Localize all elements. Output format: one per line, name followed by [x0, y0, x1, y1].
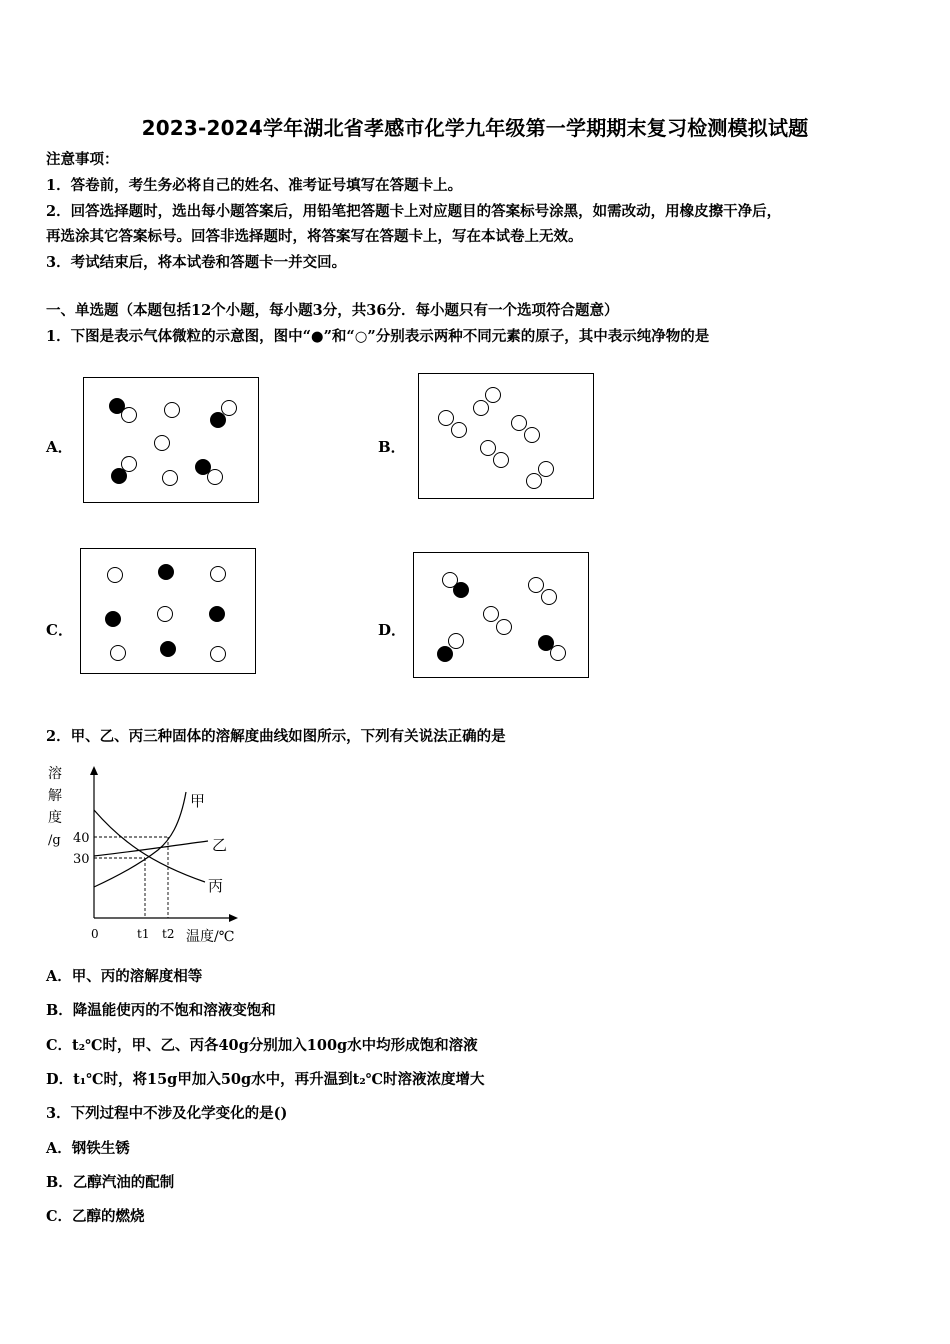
white-atom	[210, 566, 226, 582]
white-atom	[107, 567, 123, 583]
particle-diagram-b	[418, 373, 594, 499]
white-atom	[451, 422, 467, 438]
particle-diagram-d	[413, 552, 589, 678]
black-atom	[209, 606, 225, 622]
white-atom	[480, 440, 496, 456]
y-label-2: 解	[48, 788, 62, 804]
question-3-option-c: C．乙醇的燃烧	[46, 1208, 145, 1225]
white-atom	[164, 402, 180, 418]
section-heading: 一、单选题（本题包括12个小题，每小题3分，共36分．每小题只有一个选项符合题意）	[46, 302, 619, 319]
question-3-stem: 3．下列过程中不涉及化学变化的是()	[46, 1105, 288, 1122]
option-d-label: D．	[378, 621, 407, 639]
option-c-label: C．	[46, 621, 73, 639]
solubility-chart	[40, 760, 250, 950]
white-atom	[154, 435, 170, 451]
question-2-option-a: A．甲、丙的溶解度相等	[46, 968, 203, 985]
option-b-label: B．	[378, 438, 406, 456]
white-atom	[162, 470, 178, 486]
question-2-option-b: B．降温能使丙的不饱和溶液变饱和	[46, 1002, 276, 1019]
white-atom	[493, 452, 509, 468]
white-atom	[110, 645, 126, 661]
question-2-option-c: C．t₂℃时，甲、乙、丙各40g分别加入100g水中均形成饱和溶液	[46, 1037, 478, 1054]
white-atom	[511, 415, 527, 431]
y-label-4: /g	[48, 833, 61, 848]
notice-item: 再选涂其它答案标号。回答非选择题时，将答案写在答题卡上，写在本试卷上无效。	[46, 228, 583, 245]
white-atom	[210, 646, 226, 662]
white-atom	[207, 469, 223, 485]
white-atom	[448, 633, 464, 649]
y-tick-30: 30	[73, 852, 90, 867]
notice-heading: 注意事项：	[46, 151, 119, 168]
white-atom	[483, 606, 499, 622]
curve-label-jia: 甲	[190, 792, 206, 810]
notice-item: 3．考试结束后，将本试卷和答题卡一并交回。	[46, 254, 347, 271]
white-atom	[524, 427, 540, 443]
option-a-label: A．	[46, 438, 73, 456]
white-atom	[526, 473, 542, 489]
black-atom	[210, 412, 226, 428]
black-atom	[111, 468, 127, 484]
x-tick-t1: t1	[137, 927, 150, 941]
y-tick-40: 40	[73, 831, 90, 846]
white-atom	[538, 461, 554, 477]
y-axis-arrow	[90, 766, 98, 775]
white-atom	[438, 410, 454, 426]
curve-bing	[94, 810, 205, 882]
x-axis-arrow	[229, 914, 238, 922]
white-atom	[485, 387, 501, 403]
particle-diagram-c	[80, 548, 256, 674]
black-atom	[437, 646, 453, 662]
question-2-option-d: D．t₁℃时，将15g甲加入50g水中，再升温到t₂℃时溶液浓度增大	[46, 1071, 485, 1088]
origin-label: 0	[91, 927, 99, 941]
x-axis-label: 温度/℃	[186, 929, 235, 945]
page-title: 2023-2024学年湖北省孝感市化学九年级第一学期期末复习检测模拟试题	[141, 116, 809, 140]
white-atom	[528, 577, 544, 593]
question-3-option-a: A．钢铁生锈	[46, 1140, 130, 1157]
white-atom	[473, 400, 489, 416]
black-atom	[453, 582, 469, 598]
question-1-stem: 1．下图是表示气体微粒的示意图，图中“●”和“○”分别表示两种不同元素的原子，其中表示纯净物的是	[46, 328, 710, 345]
x-tick-t2: t2	[162, 927, 175, 941]
black-atom	[160, 641, 176, 657]
black-atom	[158, 564, 174, 580]
notice-item: 1．答卷前，考生务必将自己的姓名、准考证号填写在答题卡上。	[46, 177, 463, 194]
question-2-stem: 2．甲、乙、丙三种固体的溶解度曲线如图所示，下列有关说法正确的是	[46, 728, 506, 745]
y-label-3: 度	[48, 810, 62, 826]
y-label-1: 溶	[48, 766, 62, 782]
black-atom	[105, 611, 121, 627]
curve-jia	[94, 792, 186, 887]
curve-label-yi: 乙	[212, 836, 228, 854]
white-atom	[496, 619, 512, 635]
curve-label-bing: 丙	[208, 877, 224, 895]
white-atom	[157, 606, 173, 622]
question-3-option-b: B．乙醇汽油的配制	[46, 1174, 175, 1191]
white-atom	[121, 407, 137, 423]
white-atom	[541, 589, 557, 605]
notice-item: 2．回答选择题时，选出每小题答案后，用铅笔把答题卡上对应题目的答案标号涂黑，如需改动，用橡皮擦干净后，	[46, 203, 782, 220]
white-atom	[550, 645, 566, 661]
curve-yi	[94, 841, 208, 856]
particle-diagram-a	[83, 377, 259, 503]
